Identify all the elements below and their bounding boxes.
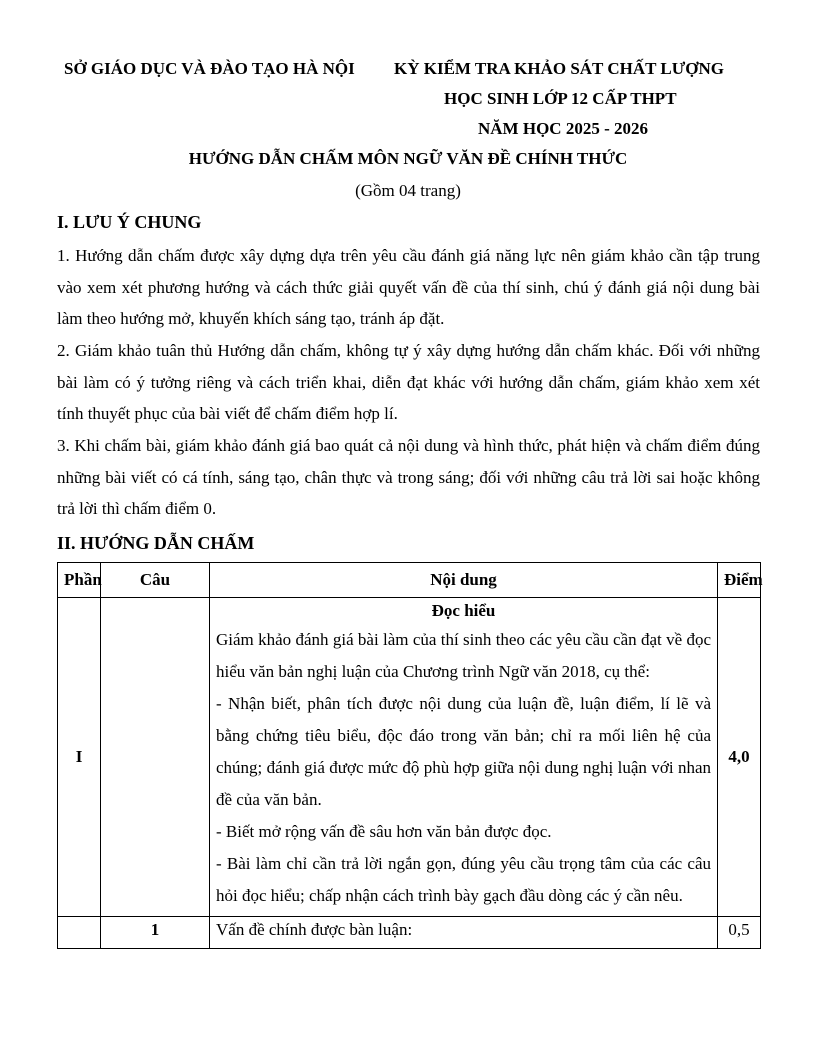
content-line: - Bài làm chỉ cần trả lời ngắn gọn, đúng yêu cầu trọng tâm của các câu hỏi đọc hiểu; chấp nhận cách trình bày gạch đầu dòng các ý cần nêu. — [216, 854, 711, 905]
table-row — [58, 598, 761, 917]
header-diem: Điểm — [718, 563, 761, 598]
department-name: SỞ GIÁO DỤC VÀ ĐÀO TẠO HÀ NỘI — [64, 59, 355, 78]
diem-cell: 0,5 — [718, 917, 761, 949]
diem-cell: 4,0 — [718, 598, 761, 917]
table-header-row — [58, 563, 761, 598]
header-phan: Phần — [58, 563, 101, 598]
table-row — [58, 917, 761, 949]
note-paragraph-2: 2. Giám khảo tuân thủ Hướng dẫn chấm, không tự ý xây dựng hướng dẫn chấm khác. Đối với những bài làm có ý tưởng riêng và cách triển khai, diễn đạt khác với hướng dẫn chấm, giám khảo xem xét tính thuyết phục của bài viết để chấm điểm hợp lí. — [57, 341, 760, 423]
school-year: NĂM HỌC 2025 - 2026 — [478, 119, 648, 138]
document-title: HƯỚNG DẪN CHẤM MÔN NGỮ VĂN ĐỀ CHÍNH THỨC — [188, 149, 628, 168]
content-line: - Biết mở rộng vấn đề sâu hơn văn bản được đọc. — [216, 822, 552, 841]
note-paragraph-1: 1. Hướng dẫn chấm được xây dựng dựa trên yêu cầu đánh giá năng lực nên giám khảo cần tập trung vào xem xét phương hướng và cách thức giải quyết vấn đề của thí sinh, chú ý đánh giá nội dung bài làm theo hướng mở, khuyến khích sáng tạo, tránh áp đặt. — [57, 246, 760, 328]
content-title: Đọc hiểu — [431, 601, 496, 620]
content-cell: Vấn đề chính được bàn luận: — [210, 917, 718, 949]
cau-cell — [101, 598, 210, 917]
content-cell — [210, 598, 718, 917]
pages-note: (Gồm 04 trang) — [355, 181, 461, 200]
content-line: - Nhận biết, phân tích được nội dung của luận đề, luận điểm, lí lẽ và bằng chứng tiêu biểu, độc đáo trong văn bản; chỉ ra mối liên hệ của chúng; đánh giá được mức độ phù hợp giữa nội dung nghị luận với nhan đề của văn bản. — [216, 694, 711, 809]
exam-title-line1: KỲ KIỂM TRA KHẢO SÁT CHẤT LƯỢNG — [394, 59, 724, 78]
exam-title-line2: HỌC SINH LỚP 12 CẤP THPT — [444, 89, 677, 108]
content-line: Giám khảo đánh giá bài làm của thí sinh theo các yêu cầu cần đạt về đọc hiểu văn bản nghị luận của Chương trình Ngữ văn 2018, cụ thể: — [216, 630, 711, 681]
phan-cell — [58, 917, 101, 949]
header-cau: Câu — [101, 563, 210, 598]
header-noi-dung: Nội dung — [210, 563, 718, 598]
cau-cell: 1 — [101, 917, 210, 949]
section2-heading: II. HƯỚNG DẪN CHẤM — [57, 533, 255, 553]
note-paragraph-3: 3. Khi chấm bài, giám khảo đánh giá bao quát cả nội dung và hình thức, phát hiện và chấm điểm đúng những bài viết có cá tính, sáng tạo, chân thực và trong sáng; đối với những câu trả lời sai hoặc không trả lời thì chấm điểm 0. — [57, 436, 760, 518]
grading-table — [57, 562, 761, 949]
phan-cell: I — [58, 598, 101, 917]
section1-heading: I. LƯU Ý CHUNG — [57, 212, 202, 232]
